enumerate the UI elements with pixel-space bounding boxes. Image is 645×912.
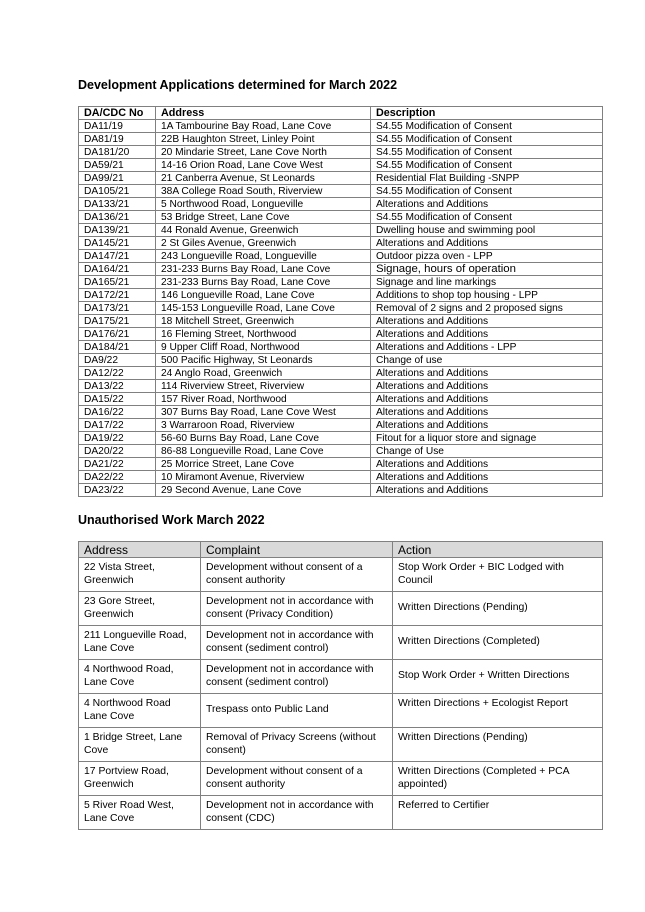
table-row xyxy=(79,694,603,728)
table-row xyxy=(79,276,603,289)
description-cell: S4.55 Modification of Consent xyxy=(371,146,603,159)
address-cell: 2 St Giles Avenue, Greenwich xyxy=(156,237,371,250)
da-number-cell: DA12/22 xyxy=(79,367,156,380)
complaint-cell: Development not in accordance with consent (CDC) xyxy=(201,796,393,830)
address-cell: 24 Anglo Road, Greenwich xyxy=(156,367,371,380)
unauthorised-work-table xyxy=(78,541,603,830)
table-row xyxy=(79,289,603,302)
table-row xyxy=(79,796,603,830)
complaint-cell: Development without consent of a consent authority xyxy=(201,762,393,796)
action-cell: Written Directions + Ecologist Report xyxy=(393,694,603,728)
address-cell: 38A College Road South, Riverview xyxy=(156,185,371,198)
da-number-cell: DA11/19 xyxy=(79,120,156,133)
description-cell: Alterations and Additions xyxy=(371,458,603,471)
da-number-cell: DA13/22 xyxy=(79,380,156,393)
table-row xyxy=(79,592,603,626)
action-cell: Written Directions (Pending) xyxy=(393,592,603,626)
address-cell: 44 Ronald Avenue, Greenwich xyxy=(156,224,371,237)
description-cell: Alterations and Additions - LPP xyxy=(371,341,603,354)
table-row xyxy=(79,159,603,172)
table-row xyxy=(79,237,603,250)
address-cell: 20 Mindarie Street, Lane Cove North xyxy=(156,146,371,159)
address-cell: 23 Gore Street, Greenwich xyxy=(79,592,201,626)
address-cell: 22 Vista Street, Greenwich xyxy=(79,558,201,592)
description-cell: S4.55 Modification of Consent xyxy=(371,185,603,198)
table-row xyxy=(79,146,603,159)
description-cell: Alterations and Additions xyxy=(371,198,603,211)
da-number-cell: DA59/21 xyxy=(79,159,156,172)
address-cell: 86-88 Longueville Road, Lane Cove xyxy=(156,445,371,458)
complaint-cell: Development not in accordance with consent (Privacy Condition) xyxy=(201,592,393,626)
table-row xyxy=(79,354,603,367)
table-row xyxy=(79,120,603,133)
da-number-cell: DA136/21 xyxy=(79,211,156,224)
table-row xyxy=(79,172,603,185)
description-cell: Alterations and Additions xyxy=(371,393,603,406)
table-row xyxy=(79,458,603,471)
address-cell: 157 River Road, Northwood xyxy=(156,393,371,406)
description-cell: Alterations and Additions xyxy=(371,471,603,484)
table-row xyxy=(79,484,603,497)
table-row xyxy=(79,302,603,315)
description-cell: Alterations and Additions xyxy=(371,328,603,341)
address-cell: 18 Mitchell Street, Greenwich xyxy=(156,315,371,328)
da-number-cell: DA164/21 xyxy=(79,263,156,276)
description-cell: Alterations and Additions xyxy=(371,367,603,380)
da-number-cell: DA184/21 xyxy=(79,341,156,354)
description-cell: S4.55 Modification of Consent xyxy=(371,120,603,133)
address-cell: 5 River Road West, Lane Cove xyxy=(79,796,201,830)
action-cell: Written Directions (Completed + PCA appointed) xyxy=(393,762,603,796)
description-cell: Change of Use xyxy=(371,445,603,458)
address-cell: 211 Longueville Road, Lane Cove xyxy=(79,626,201,660)
column-header-complaint: Complaint xyxy=(201,542,393,558)
address-cell: 231-233 Burns Bay Road, Lane Cove xyxy=(156,263,371,276)
complaint-cell: Development without consent of a consent authority xyxy=(201,558,393,592)
da-number-cell: DA133/21 xyxy=(79,198,156,211)
table-row xyxy=(79,445,603,458)
description-cell: S4.55 Modification of Consent xyxy=(371,211,603,224)
table-row xyxy=(79,211,603,224)
complaint-cell: Trespass onto Public Land xyxy=(201,694,393,728)
da-number-cell: DA21/22 xyxy=(79,458,156,471)
table-row xyxy=(79,762,603,796)
table-row xyxy=(79,315,603,328)
da-number-cell: DA22/22 xyxy=(79,471,156,484)
table-row xyxy=(79,367,603,380)
description-cell: Alterations and Additions xyxy=(371,237,603,250)
da-number-cell: DA147/21 xyxy=(79,250,156,263)
address-cell: 1 Bridge Street, Lane Cove xyxy=(79,728,201,762)
address-cell: 3 Warraroon Road, Riverview xyxy=(156,419,371,432)
da-number-cell: DA23/22 xyxy=(79,484,156,497)
address-cell: 53 Bridge Street, Lane Cove xyxy=(156,211,371,224)
complaint-cell: Development not in accordance with consent (sediment control) xyxy=(201,660,393,694)
unauthorised-work-table-body xyxy=(79,558,603,830)
address-cell: 114 Riverview Street, Riverview xyxy=(156,380,371,393)
da-number-cell: DA176/21 xyxy=(79,328,156,341)
address-cell: 243 Longueville Road, Longueville xyxy=(156,250,371,263)
address-cell: 25 Morrice Street, Lane Cove xyxy=(156,458,371,471)
table-row xyxy=(79,185,603,198)
description-cell: Removal of 2 signs and 2 proposed signs xyxy=(371,302,603,315)
address-cell: 1A Tambourine Bay Road, Lane Cove xyxy=(156,120,371,133)
da-number-cell: DA172/21 xyxy=(79,289,156,302)
da-number-cell: DA16/22 xyxy=(79,406,156,419)
da-number-cell: DA165/21 xyxy=(79,276,156,289)
da-number-cell: DA99/21 xyxy=(79,172,156,185)
da-number-cell: DA181/20 xyxy=(79,146,156,159)
address-cell: 4 Northwood Road Lane Cove xyxy=(79,694,201,728)
da-number-cell: DA19/22 xyxy=(79,432,156,445)
address-cell: 500 Pacific Highway, St Leonards xyxy=(156,354,371,367)
address-cell: 56-60 Burns Bay Road, Lane Cove xyxy=(156,432,371,445)
development-applications-table-body xyxy=(79,120,603,497)
address-cell: 29 Second Avenue, Lane Cove xyxy=(156,484,371,497)
da-number-cell: DA145/21 xyxy=(79,237,156,250)
address-cell: 16 Fleming Street, Northwood xyxy=(156,328,371,341)
description-cell: Change of use xyxy=(371,354,603,367)
description-cell: Alterations and Additions xyxy=(371,419,603,432)
address-cell: 145-153 Longueville Road, Lane Cove xyxy=(156,302,371,315)
column-header-address: Address xyxy=(79,542,201,558)
table-row xyxy=(79,341,603,354)
description-cell: S4.55 Modification of Consent xyxy=(371,159,603,172)
table-header-row xyxy=(79,542,603,558)
description-cell: Alterations and Additions xyxy=(371,315,603,328)
table-row xyxy=(79,224,603,237)
table-row xyxy=(79,660,603,694)
da-number-cell: DA20/22 xyxy=(79,445,156,458)
da-number-cell: DA9/22 xyxy=(79,354,156,367)
action-cell: Written Directions (Pending) xyxy=(393,728,603,762)
address-cell: 9 Upper Cliff Road, Northwood xyxy=(156,341,371,354)
address-cell: 4 Northwood Road, Lane Cove xyxy=(79,660,201,694)
table-row xyxy=(79,626,603,660)
da-number-cell: DA173/21 xyxy=(79,302,156,315)
section-heading-development-applications: Development Applications determined for March 2022 xyxy=(78,78,398,92)
description-cell: Signage, hours of operation xyxy=(371,263,603,276)
address-cell: 21 Canberra Avenue, St Leonards xyxy=(156,172,371,185)
address-cell: 231-233 Burns Bay Road, Lane Cove xyxy=(156,276,371,289)
description-cell: Additions to shop top housing - LPP xyxy=(371,289,603,302)
address-cell: 22B Haughton Street, Linley Point xyxy=(156,133,371,146)
table-row xyxy=(79,133,603,146)
table-row xyxy=(79,419,603,432)
da-number-cell: DA17/22 xyxy=(79,419,156,432)
description-cell: Alterations and Additions xyxy=(371,406,603,419)
table-row xyxy=(79,728,603,762)
address-cell: 14-16 Orion Road, Lane Cove West xyxy=(156,159,371,172)
column-header-da-cdc-no: DA/CDC No xyxy=(79,107,156,120)
description-cell: S4.55 Modification of Consent xyxy=(371,133,603,146)
development-applications-table xyxy=(78,106,603,497)
column-header-address: Address xyxy=(156,107,371,120)
address-cell: 10 Miramont Avenue, Riverview xyxy=(156,471,371,484)
column-header-action: Action xyxy=(393,542,603,558)
description-cell: Dwelling house and swimming pool xyxy=(371,224,603,237)
complaint-cell: Development not in accordance with consent (sediment control) xyxy=(201,626,393,660)
da-number-cell: DA175/21 xyxy=(79,315,156,328)
table-row xyxy=(79,198,603,211)
da-number-cell: DA105/21 xyxy=(79,185,156,198)
table-row xyxy=(79,380,603,393)
table-row xyxy=(79,432,603,445)
complaint-cell: Removal of Privacy Screens (without consent) xyxy=(201,728,393,762)
action-cell: Written Directions (Completed) xyxy=(393,626,603,660)
description-cell: Alterations and Additions xyxy=(371,484,603,497)
description-cell: Signage and line markings xyxy=(371,276,603,289)
column-header-description: Description xyxy=(371,107,603,120)
da-number-cell: DA139/21 xyxy=(79,224,156,237)
action-cell: Referred to Certifier xyxy=(393,796,603,830)
table-row xyxy=(79,393,603,406)
table-row xyxy=(79,250,603,263)
address-cell: 146 Longueville Road, Lane Cove xyxy=(156,289,371,302)
description-cell: Fitout for a liquor store and signage xyxy=(371,432,603,445)
table-row xyxy=(79,558,603,592)
table-row xyxy=(79,263,603,276)
da-number-cell: DA15/22 xyxy=(79,393,156,406)
address-cell: 5 Northwood Road, Longueville xyxy=(156,198,371,211)
address-cell: 17 Portview Road, Greenwich xyxy=(79,762,201,796)
table-row xyxy=(79,406,603,419)
address-cell: 307 Burns Bay Road, Lane Cove West xyxy=(156,406,371,419)
table-row xyxy=(79,328,603,341)
description-cell: Outdoor pizza oven - LPP xyxy=(371,250,603,263)
action-cell: Stop Work Order + Written Directions xyxy=(393,660,603,694)
da-number-cell: DA81/19 xyxy=(79,133,156,146)
action-cell: Stop Work Order + BIC Lodged with Council xyxy=(393,558,603,592)
description-cell: Alterations and Additions xyxy=(371,380,603,393)
section-heading-unauthorised-work: Unauthorised Work March 2022 xyxy=(78,513,265,527)
table-header-row xyxy=(79,107,603,120)
description-cell: Residential Flat Building -SNPP xyxy=(371,172,603,185)
table-row xyxy=(79,471,603,484)
